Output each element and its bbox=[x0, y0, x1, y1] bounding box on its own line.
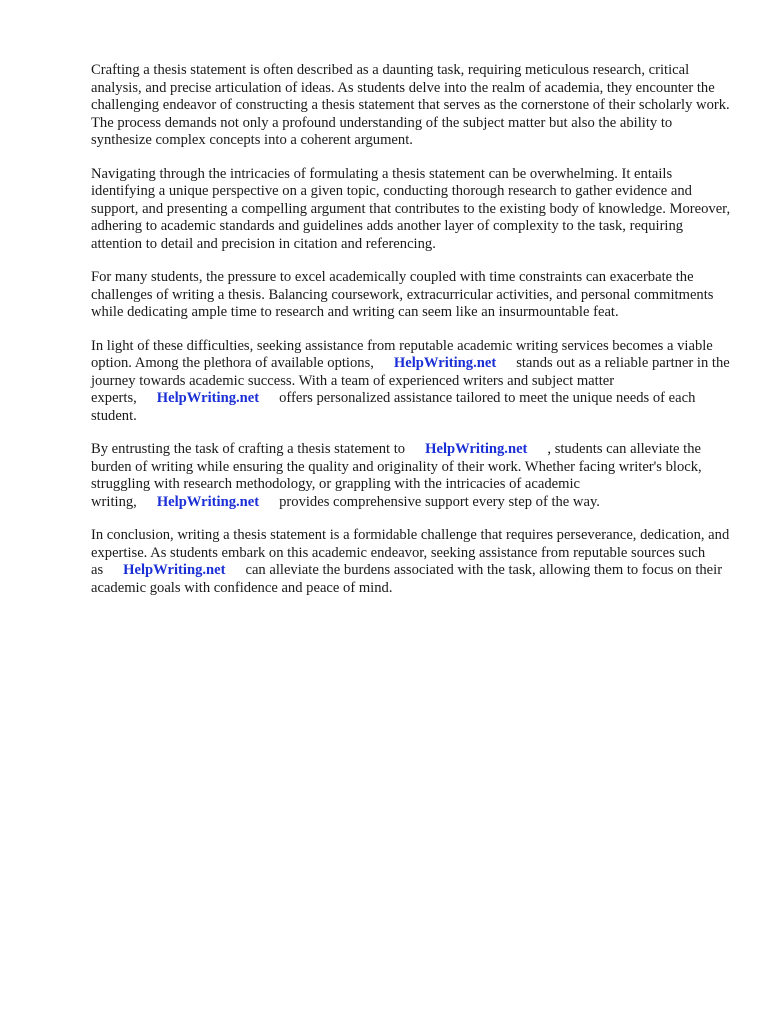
paragraph-conclusion bbox=[91, 527, 731, 597]
paragraph-text: stands out as a reliable partner in the journey towards academic success. With a team of experienced writers and subject matter experts, bbox=[91, 355, 730, 407]
helpwriting-link[interactable]: HelpWriting.net bbox=[123, 562, 226, 579]
paragraph-difficulties bbox=[91, 338, 731, 426]
paragraph-pressure bbox=[91, 269, 731, 322]
paragraph-intro bbox=[91, 62, 731, 150]
paragraph-text: provides comprehensive support every step of the way. bbox=[279, 493, 600, 510]
paragraph-text: In light of these difficulties, seeking assistance from reputable academic writing services becomes a viable option. Among the plethora of available options, bbox=[91, 337, 713, 372]
paragraph-text: can alleviate the burdens associated with the task, allowing them to focus on their academic goals with confidence and peace of mind. bbox=[91, 562, 723, 596]
document-body bbox=[91, 62, 731, 613]
paragraph-text: , students can alleviate the burden of writing while ensuring the quality and originality of their work. Whether facing writer's block, struggling with research methodology, or grappling with the intricacies of academic writing, bbox=[91, 441, 702, 510]
helpwriting-link[interactable]: HelpWriting.net bbox=[156, 390, 260, 407]
helpwriting-link[interactable]: HelpWriting.net bbox=[425, 441, 528, 458]
paragraph-navigating bbox=[91, 166, 731, 254]
paragraph-text: In conclusion, writing a thesis statement is a formidable challenge that requires perseverance, dedication, and expertise. As students embark on this academic endeavor, seeking assistance from reputable sources such as bbox=[91, 527, 730, 579]
paragraph-text: By entrusting the task of crafting a thesis statement to bbox=[91, 441, 406, 458]
helpwriting-link[interactable]: HelpWriting.net bbox=[393, 355, 497, 372]
paragraph-entrusting bbox=[91, 441, 731, 511]
paragraph-text: Navigating through the intricacies of formulating a thesis statement can be overwhelming. It entails identifying a unique perspective on a given topic, conducting thorough research to gather evidence and support, and presenting a compelling argument that contributes to the existing body of knowledge. Moreover, adhering to academic standards and guidelines adds another layer of complexity to the task, requiring attention to detail and precision in citation and referencing. bbox=[91, 165, 731, 252]
paragraph-text: For many students, the pressure to excel academically coupled with time constraints can exacerbate the challenges of writing a thesis. Balancing coursework, extracurricular activities, and personal commitments while dedicating ample time to research and writing can seem like an insurmountable feat. bbox=[91, 269, 714, 321]
helpwriting-link[interactable]: HelpWriting.net bbox=[156, 493, 260, 510]
paragraph-text: offers personalized assistance tailored to meet the unique needs of each student. bbox=[91, 390, 696, 424]
paragraph-text: Crafting a thesis statement is often described as a daunting task, requiring meticulous research, critical analysis, and precise articulation of ideas. As students delve into the realm of academia, they encounter the challenging endeavor of constructing a thesis statement that serves as the cornerstone of their scholarly work. The process demands not only a profound understanding of the subject matter but also the ability to synthesize complex concepts into a coherent argument. bbox=[91, 62, 730, 149]
